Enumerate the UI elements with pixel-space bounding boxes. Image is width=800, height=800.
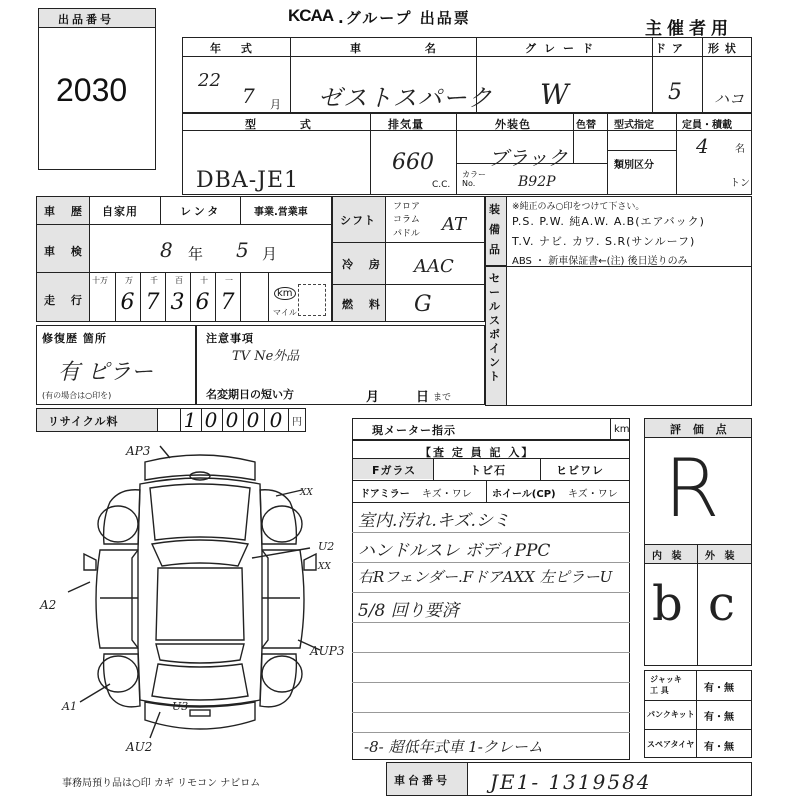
mark-xx-mid: XX xyxy=(318,562,331,572)
shape-value: ハコ xyxy=(714,90,745,108)
rental-option: レンタ xyxy=(180,205,222,218)
name-change-day: 日 xyxy=(416,390,431,405)
shaken-month-unit: 月 xyxy=(262,245,278,263)
mileage-label: 走 行 xyxy=(44,294,88,307)
notes-label: 注意事項 xyxy=(206,332,254,345)
mileage-digit: 7 xyxy=(220,290,235,315)
mark-xx-right: XX xyxy=(300,488,313,498)
ruled-line xyxy=(352,732,630,733)
mileage-unit: 千 xyxy=(150,276,158,285)
shaken-label: 車 検 xyxy=(44,245,88,258)
history-label: 車 歴 xyxy=(44,205,88,218)
mark-u3: U3 xyxy=(172,700,189,713)
inspector-divider xyxy=(433,458,434,480)
capacity-unit: 名 xyxy=(735,144,745,155)
ruled-line xyxy=(352,682,630,683)
office-items: 事務局預り品は○印 カギ リモコン ナビロム xyxy=(62,778,261,789)
recycle-digit: 0 xyxy=(204,408,218,432)
shift-line xyxy=(332,242,485,243)
mark-a1: A1 xyxy=(62,700,77,713)
sales-point-label: セールスポイント xyxy=(489,272,500,383)
row2-divider xyxy=(676,113,677,195)
repair-label: 修復歴 箇所 xyxy=(42,332,107,345)
category-label: 類別区分 xyxy=(614,160,654,171)
fuel-value: G xyxy=(414,292,432,317)
business-option: 事業.営業車 xyxy=(254,207,308,218)
recycle-yen-unit: 円 xyxy=(292,417,302,428)
row2-divider xyxy=(607,113,608,195)
inspector-header: 【査 定 員 記 入】 xyxy=(420,446,535,459)
mile-unit: マイル xyxy=(273,308,297,317)
shaken-month-value: 5 xyxy=(236,238,249,262)
equipment-note: ※純正のみ○印をつけて下さい。 xyxy=(512,202,645,212)
row2-divider xyxy=(573,113,574,163)
equipment-line-3: ABS ・ 新車保証書←(注) 後日送りのみ xyxy=(512,256,688,267)
chip-label: トビ石 xyxy=(470,464,506,477)
exterior-grade: c xyxy=(708,576,735,632)
crack-label: ヒビワレ xyxy=(556,464,604,477)
recycle-digit: 0 xyxy=(269,408,283,432)
shift-column-option: コラム xyxy=(393,215,420,225)
notes-value: TV Ne外品 xyxy=(232,349,300,364)
mileage-unit: 万 xyxy=(125,276,133,285)
make-label: 車 名 xyxy=(350,42,466,55)
mark-ap3-front: AP3 xyxy=(126,444,151,458)
recycle-divider xyxy=(288,408,289,432)
mark-u2: U2 xyxy=(318,540,335,553)
name-change-until: まで xyxy=(433,393,452,403)
row1-header-line xyxy=(182,56,752,57)
jack-label: ジャッキ 工 具 xyxy=(650,675,682,695)
spare-tire-label: スペアタイヤ xyxy=(647,740,695,749)
chassis-label: 車台番号 xyxy=(394,774,450,787)
inspector-note: 5/8 回り要済 xyxy=(358,601,459,621)
exterior-label: 外 装 xyxy=(705,551,738,562)
shaken-year-value: 8 xyxy=(160,238,173,262)
equipment-line-1: P.S. P.W. 純A.W. A.B(エアバック) xyxy=(512,215,705,228)
row2-divider xyxy=(370,113,371,195)
fuel-label: 燃 料 xyxy=(342,298,386,311)
year-label: 年 式 xyxy=(210,42,260,55)
ruled-line xyxy=(352,562,630,563)
recycle-divider xyxy=(264,408,265,432)
row1-divider xyxy=(702,37,703,113)
inspector-divider xyxy=(540,458,541,480)
shift-label: シフト xyxy=(340,214,376,227)
capacity-value: 4 xyxy=(696,134,709,158)
door-label: ド ア xyxy=(655,42,684,55)
inspector-note: 室内.汚れ.キズ.シミ xyxy=(358,511,510,531)
meter-label: 現メーター指示 xyxy=(372,424,456,437)
jack-value: 有・無 xyxy=(704,683,734,694)
ruled-line xyxy=(352,592,630,593)
recycle-label: リサイクル料 xyxy=(48,415,119,428)
recycle-digit: 1 xyxy=(183,408,197,432)
mileage-unit: 十 xyxy=(200,276,208,285)
type-label: 型 式 xyxy=(245,118,331,131)
mirror-status: キズ・ワレ xyxy=(422,489,472,500)
mirror-label: ドアミラー xyxy=(360,489,410,500)
row2-line xyxy=(607,150,676,151)
shaken-year-unit: 年 xyxy=(188,245,204,263)
puncture-kit-label: パンクキット xyxy=(647,710,695,719)
mileage-digit: 6 xyxy=(120,290,135,315)
inspector-note: ハンドルスレ ボディPPC xyxy=(358,541,551,561)
glass-label: Fガラス xyxy=(372,464,417,477)
capacity-label: 定員・積載 xyxy=(682,120,732,131)
mark-au2: AU2 xyxy=(126,740,153,754)
page-title: .グループ 出品票 xyxy=(338,9,471,27)
evaluation-label: 評 価 点 xyxy=(670,423,731,436)
host-label: 主催者用 xyxy=(645,19,733,39)
puncture-kit-value: 有・無 xyxy=(704,712,734,723)
meter-km-unit: km xyxy=(614,424,630,435)
ruled-line xyxy=(352,622,630,623)
shape-label: 形 状 xyxy=(708,42,737,55)
row1-divider xyxy=(290,37,291,113)
repair-value: 有 ピラー xyxy=(58,360,153,385)
evaluation-score: R xyxy=(664,442,720,535)
history-divider xyxy=(160,196,161,224)
row1-divider xyxy=(652,37,653,113)
chassis-number: JE1- 1319584 xyxy=(490,770,652,794)
interior-label: 内 装 xyxy=(652,551,685,562)
mileage-unit: 一 xyxy=(225,276,233,285)
name-change-label: 名変期日の短い方 xyxy=(206,388,294,401)
wheel-status: キズ・ワレ xyxy=(568,489,618,500)
km-unit: km xyxy=(274,287,296,300)
wheel-label: ホイール(CP) xyxy=(492,489,556,500)
name-change-month: 月 xyxy=(366,390,381,405)
mileage-unit: 百 xyxy=(175,276,183,285)
exterior-color-value: ブラック xyxy=(488,146,568,170)
mileage-divider xyxy=(240,272,241,322)
lot-number-value: 2030 xyxy=(56,72,128,108)
ruled-line xyxy=(352,712,630,713)
displacement-value: 660 xyxy=(392,150,434,175)
shift-paddle-option: パドル xyxy=(393,229,420,239)
interior-grade: b xyxy=(652,576,683,632)
history-divider xyxy=(240,196,241,224)
spare-tire-value: 有・無 xyxy=(704,742,734,753)
meter-divider xyxy=(610,418,611,440)
grade-value: W xyxy=(540,78,569,111)
row2-divider xyxy=(456,113,457,195)
grade-label: グレード xyxy=(525,42,601,55)
mileage-digit: 6 xyxy=(195,290,210,315)
color-change-label: 色替 xyxy=(576,120,596,131)
lot-number-label: 出品番号 xyxy=(58,13,114,26)
inspector-footer-note: -8- 超低年式車 1-クレーム xyxy=(364,738,543,756)
model-code-value: DBA-JE1 xyxy=(196,168,300,193)
year-value: 22 xyxy=(198,70,221,91)
inspector-note: 右Rフェンダー.FドアAXX 左ピラーU xyxy=(358,568,613,586)
ac-label: 冷 房 xyxy=(342,258,386,271)
equipment-label: 装 備 品 xyxy=(489,203,501,256)
ton-unit: トン xyxy=(730,178,750,189)
mark-a2: A2 xyxy=(40,598,57,612)
mileage-unit: 十万 xyxy=(92,276,108,285)
mark-aup3: AUP3 xyxy=(310,644,345,658)
mileage-check-box xyxy=(298,284,326,316)
exterior-color-label: 外装色 xyxy=(495,118,531,131)
color-no-value: B92P xyxy=(518,174,556,190)
mileage-divider xyxy=(268,272,269,322)
color-no-label: カラー No. xyxy=(462,170,486,188)
tools-divider xyxy=(696,670,697,758)
equipment-line-2: T.V. ナビ. カワ. S.R(サンルーフ) xyxy=(512,235,696,248)
ruled-line xyxy=(352,652,630,653)
inspector-divider xyxy=(486,480,487,502)
shift-value: AT xyxy=(442,214,467,235)
history-line xyxy=(36,224,332,225)
repair-sublabel: (有の場合は○印を) xyxy=(42,391,112,400)
month-value: 7 xyxy=(242,84,255,108)
recycle-digit: 0 xyxy=(246,408,260,432)
ac-value: AAC xyxy=(414,256,454,277)
tools-line xyxy=(644,729,752,730)
history-line xyxy=(36,272,332,273)
inspector-line xyxy=(352,502,630,503)
mileage-digit: 7 xyxy=(145,290,160,315)
shift-line xyxy=(332,284,485,285)
month-unit: 月 xyxy=(270,98,281,111)
ruled-line xyxy=(352,532,630,533)
doors-value: 5 xyxy=(668,80,682,105)
recycle-digit: 0 xyxy=(225,408,239,432)
private-use-option: 自家用 xyxy=(102,205,138,218)
model-name-value: ゼストスパーク xyxy=(318,84,493,112)
mileage-digit: 3 xyxy=(170,290,185,315)
brand-logo: KCAA xyxy=(288,6,334,25)
type-designation-label: 型式指定 xyxy=(614,120,654,131)
cc-unit: C.C. xyxy=(432,180,451,190)
evaluation-divider xyxy=(697,544,698,666)
inspector-line xyxy=(352,480,630,481)
shift-floor-option: フロア xyxy=(393,202,421,212)
tools-line xyxy=(644,700,752,701)
displacement-label: 排気量 xyxy=(388,118,424,131)
